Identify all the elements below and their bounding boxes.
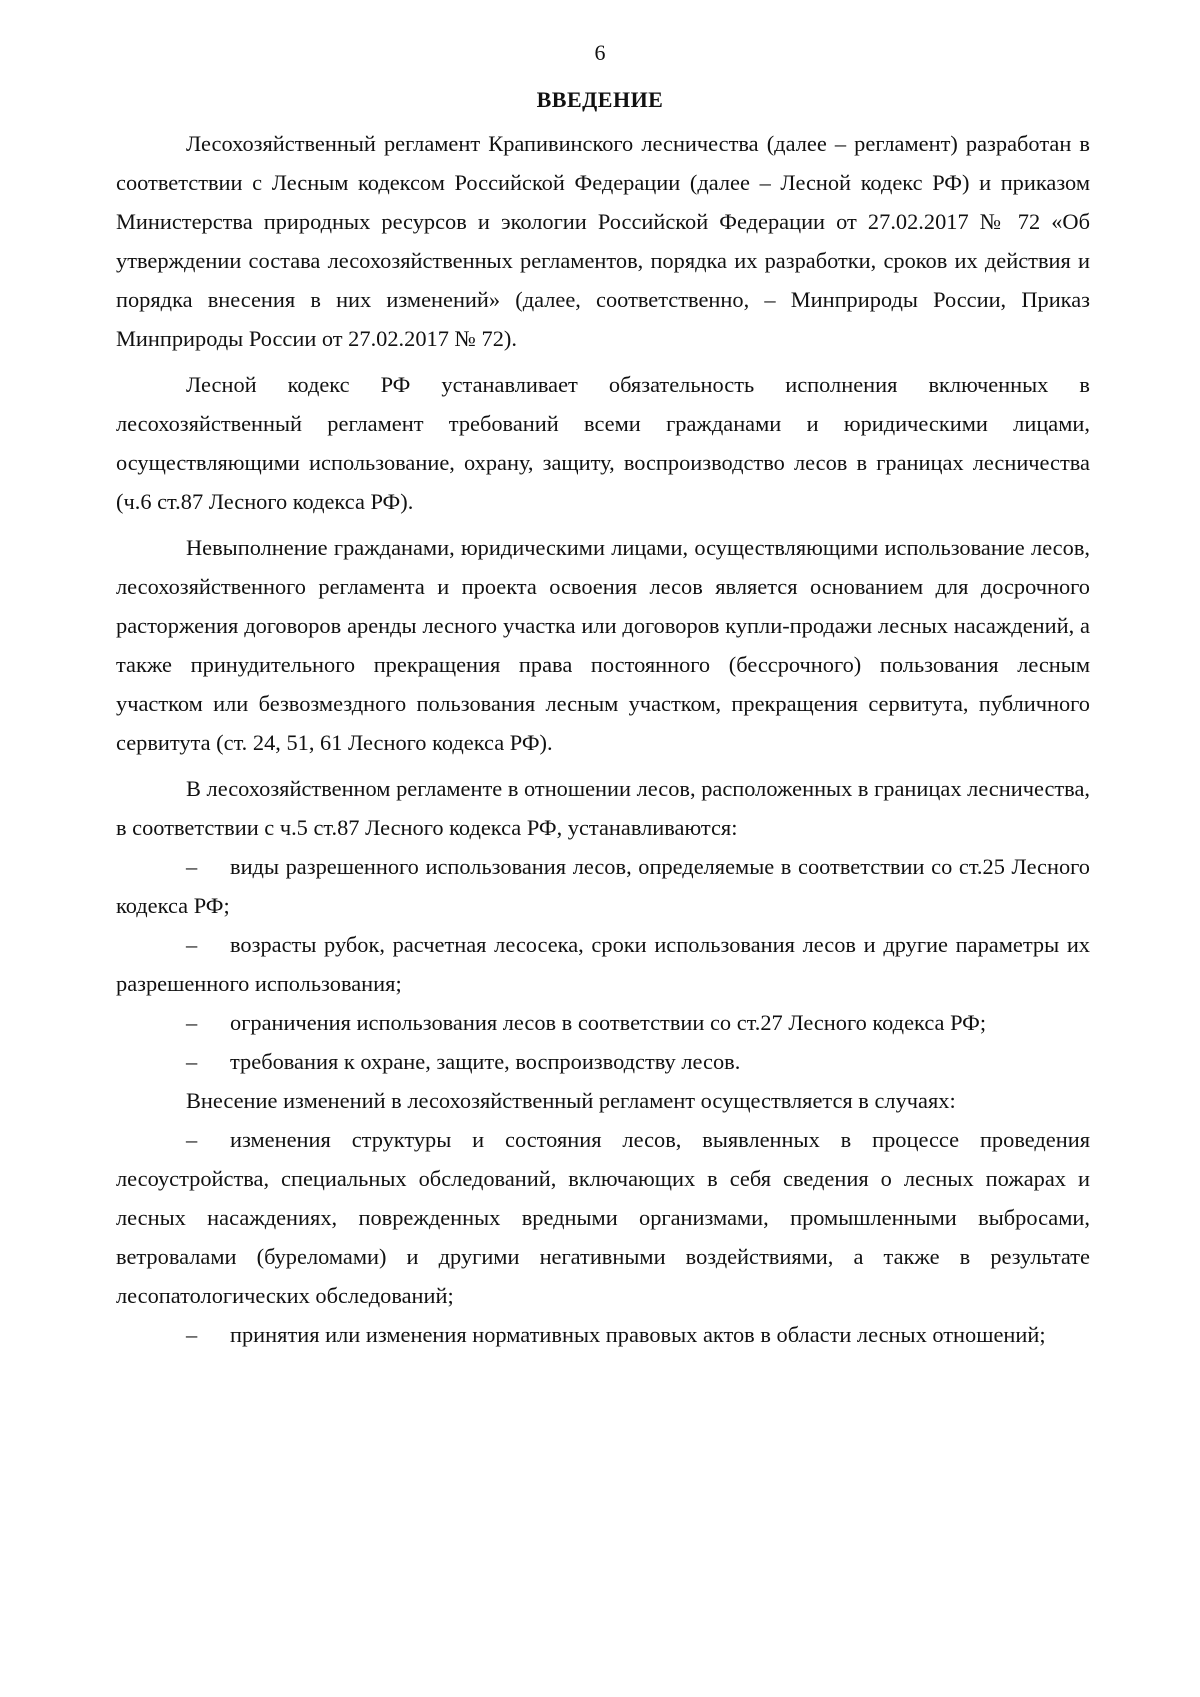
list-item (116, 1042, 1090, 1081)
list-item (116, 1120, 1090, 1315)
list-item-text: изменения структуры и состояния лесов, выявленных в процессе проведения лесоустройства, специальных обследований, включающих в себя сведения о лесных пожарах и лесных насаждениях, поврежденных вредными организмами, промышленными выбросами, ветровалами (буреломами) и другими негативными воздействиями, а также в результате лесопатологических обследований; (116, 1127, 1090, 1308)
list-dash: – (186, 932, 198, 957)
list-item-text: возрасты рубок, расчетная лесосека, сроки использования лесов и другие параметры их разрешенного использования; (116, 932, 1090, 996)
list-item (116, 1315, 1090, 1354)
paragraph-changes: Внесение изменений в лесохозяйственный регламент осуществляется в случаях: (186, 1088, 956, 1113)
paragraph-established: В лесохозяйственном регламенте в отношении лесов, расположенных в границах лесничества, в соответствии с ч.5 ст.87 Лесного кодекса РФ, устанавливаются: (116, 776, 1090, 840)
list-item-text: принятия или изменения нормативных правовых актов в области лесных отношений; (230, 1322, 1046, 1347)
list-dash: – (186, 854, 198, 879)
paragraph-intro: Лесохозяйственный регламент Крапивинского лесничества (далее – регламент) разработан в соответствии с Лесным кодексом Российской Федерации (далее – Лесной кодекс РФ) и приказом Министерства природных ресурсов и экологии Российской Федерации от 27.02.2017 № 72 «Об утверждении состава лесохозяйственных регламентов, порядка их разработки, сроков их действия и порядка внесения в них изменений» (далее, соответственно, – Минприроды России, Приказ Минприроды России от 27.02.2017 № 72). (116, 131, 1090, 351)
paragraph-noncompliance: Невыполнение гражданами, юридическими лицами, осуществляющими использование лесов, лесохозяйственного регламента и проекта освоения лесов является основанием для досрочного расторжения договоров аренды лесного участка или договоров купли-продажи лесных насаждений, а также принудительного прекращения права постоянного (бессрочного) пользования лесным участком или безвозмездного пользования лесным участком, прекращения сервитута, публичного сервитута (ст. 24, 51, 61 Лесного кодекса РФ). (116, 535, 1090, 755)
list-dash: – (186, 1322, 198, 1347)
list-item-text: ограничения использования лесов в соответствии со ст.27 Лесного кодекса РФ; (230, 1010, 987, 1035)
list-item (116, 925, 1090, 1003)
list-item (116, 1003, 1090, 1042)
list-item-text: виды разрешенного использования лесов, определяемые в соответствии со ст.25 Лесного кодекса РФ; (116, 854, 1090, 918)
page-title: ВВЕДЕНИЕ (536, 87, 664, 112)
list-dash: – (186, 1049, 198, 1074)
list-dash: – (186, 1010, 198, 1035)
paragraph-obligation: Лесной кодекс РФ устанавливает обязательность исполнения включенных в лесохозяйственный регламент требований всеми гражданами и юридическими лицами, осуществляющими использование, охрану, защиту, воспроизводство лесов в границах лесничества (ч.6 ст.87 Лесного кодекса РФ). (116, 372, 1090, 514)
list-item (116, 847, 1090, 925)
page-number: 6 (594, 40, 606, 65)
list-dash: – (186, 1127, 198, 1152)
list-item-text: требования к охране, защите, воспроизводству лесов. (230, 1049, 741, 1074)
document-body (116, 124, 1090, 1354)
